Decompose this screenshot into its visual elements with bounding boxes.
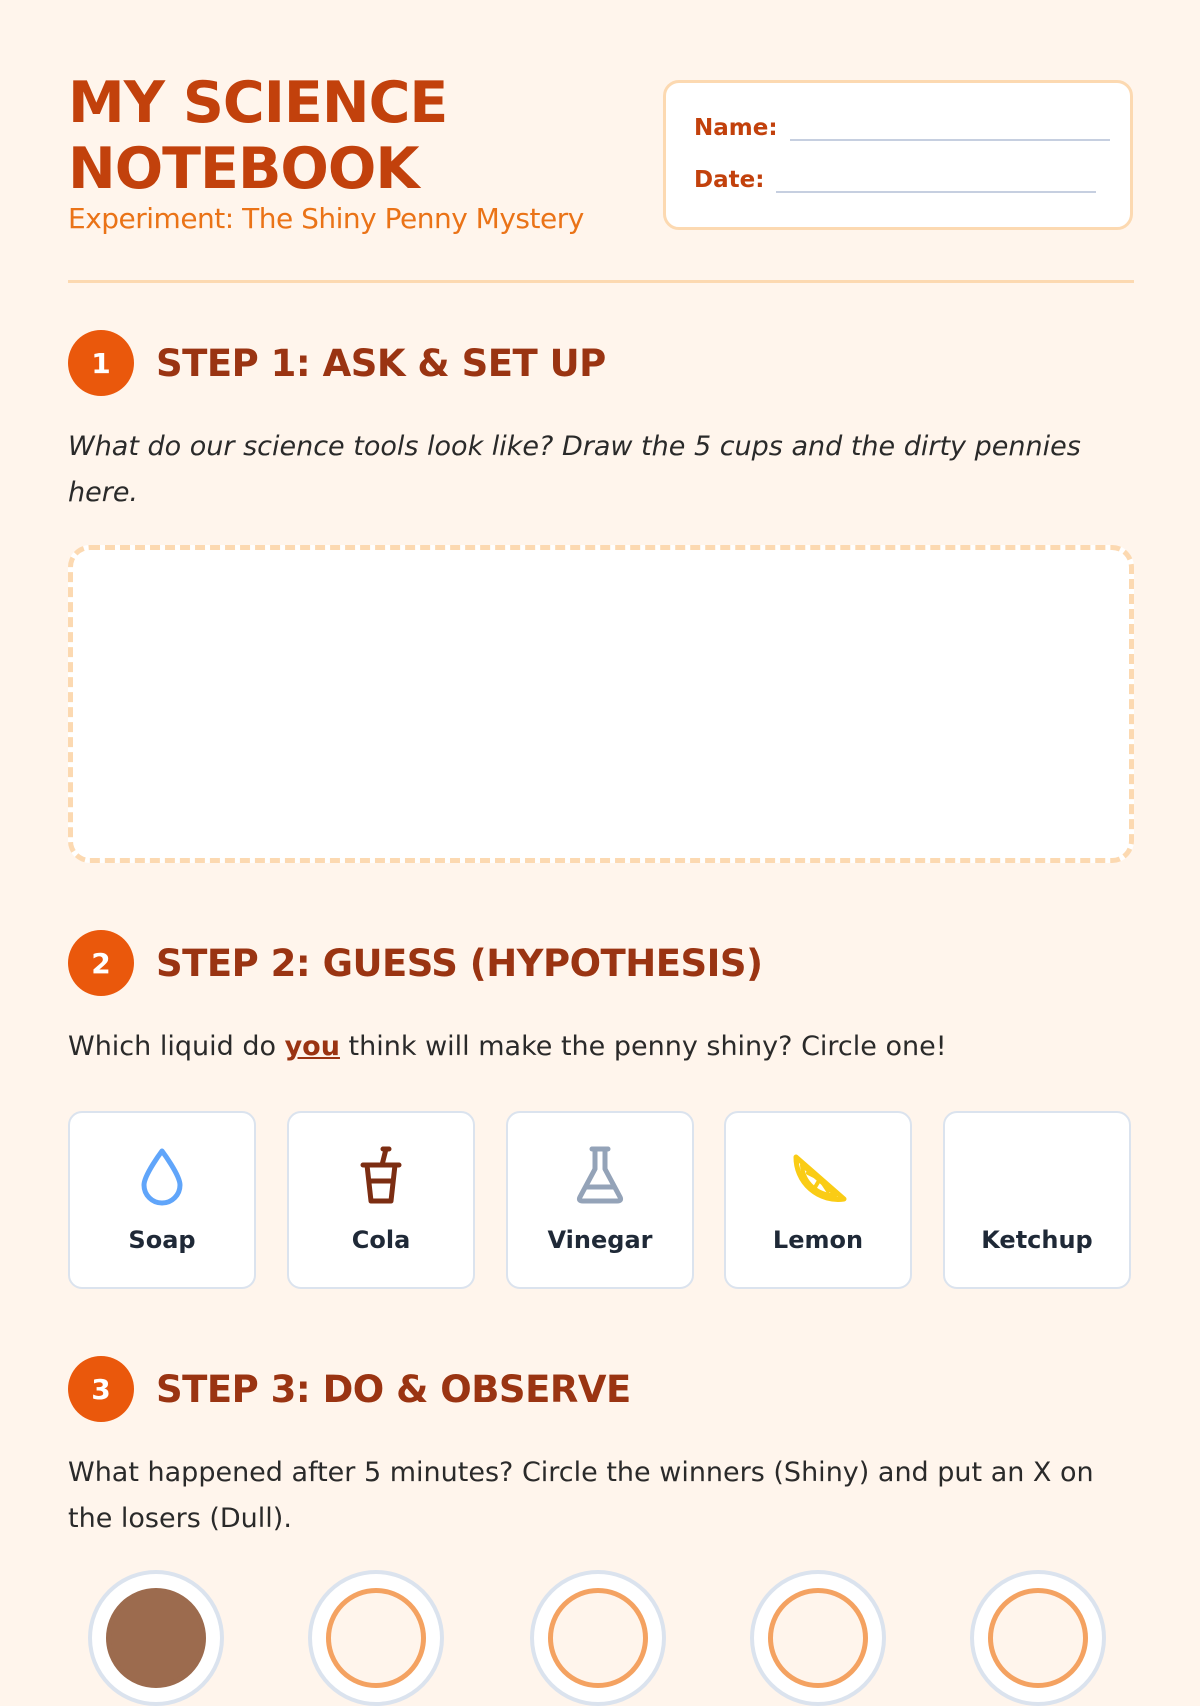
penny-icon xyxy=(106,1588,206,1688)
penny-icon xyxy=(988,1588,1088,1688)
lemon-slice-icon xyxy=(786,1143,850,1207)
penny-icon xyxy=(768,1588,868,1688)
cup-straw-icon xyxy=(349,1143,413,1207)
choice-card-ketchup[interactable] xyxy=(943,1111,1131,1289)
name-row xyxy=(694,115,1110,141)
penny-icon xyxy=(326,1588,426,1688)
flask-icon xyxy=(568,1143,632,1207)
choice-card-lemon[interactable] xyxy=(724,1111,912,1289)
step-1-header xyxy=(68,330,606,396)
step-2-prompt-start: Which liquid do xyxy=(68,1031,285,1062)
step-1-badge: 1 xyxy=(68,330,134,396)
penny-result-4[interactable] xyxy=(750,1570,886,1706)
step-2-prompt-emphasis: you xyxy=(284,1031,340,1062)
step-1-title: STEP 1: ASK & SET UP xyxy=(156,341,606,385)
step-3-header xyxy=(68,1356,631,1422)
step-3-badge: 3 xyxy=(68,1356,134,1422)
name-field[interactable] xyxy=(790,119,1110,141)
choice-label: Vinegar xyxy=(547,1226,653,1254)
penny-icon xyxy=(548,1588,648,1688)
choice-label: Lemon xyxy=(772,1226,864,1254)
step-3-prompt: What happened after 5 minutes? Circle the winners (Shiny) and put an X on the losers (Dull). xyxy=(68,1457,1094,1534)
experiment-subtitle: Experiment: The Shiny Penny Mystery xyxy=(68,202,584,235)
step-2-prompt xyxy=(68,1024,1138,1070)
droplet-icon xyxy=(130,1143,194,1207)
step-2-title: STEP 2: GUESS (HYPOTHESIS) xyxy=(156,941,763,985)
penny-result-5[interactable] xyxy=(970,1570,1106,1706)
step-3-title: STEP 3: DO & OBSERVE xyxy=(156,1367,631,1411)
date-label: Date: xyxy=(694,167,765,193)
step-2-badge: 2 xyxy=(68,930,134,996)
step-2-header xyxy=(68,930,762,996)
penny-result-2[interactable] xyxy=(308,1570,444,1706)
date-field[interactable] xyxy=(776,171,1096,193)
name-label: Name: xyxy=(694,115,778,141)
title-line-1: MY SCIENCE xyxy=(68,70,448,136)
choice-card-soap[interactable] xyxy=(68,1111,256,1289)
step-1-prompt: What do our science tools look like? Draw the 5 cups and the dirty pennies here. xyxy=(68,431,1081,508)
name-date-box xyxy=(663,80,1133,230)
penny-result-3[interactable] xyxy=(530,1570,666,1706)
choice-card-cola[interactable] xyxy=(287,1111,475,1289)
drawing-area[interactable] xyxy=(68,545,1134,863)
choice-label: Soap xyxy=(128,1226,196,1254)
title-line-2: NOTEBOOK xyxy=(68,136,419,202)
step-2-prompt-end: think will make the penny shiny? Circle one! xyxy=(339,1031,947,1062)
date-row xyxy=(694,167,1096,193)
page-title xyxy=(68,70,648,202)
liquid-choices xyxy=(68,1111,1134,1289)
choice-card-vinegar[interactable] xyxy=(506,1111,694,1289)
choice-label: Cola xyxy=(351,1226,411,1254)
header-divider xyxy=(68,280,1134,283)
choice-label: Ketchup xyxy=(981,1226,1093,1254)
penny-result-1[interactable] xyxy=(88,1570,224,1706)
